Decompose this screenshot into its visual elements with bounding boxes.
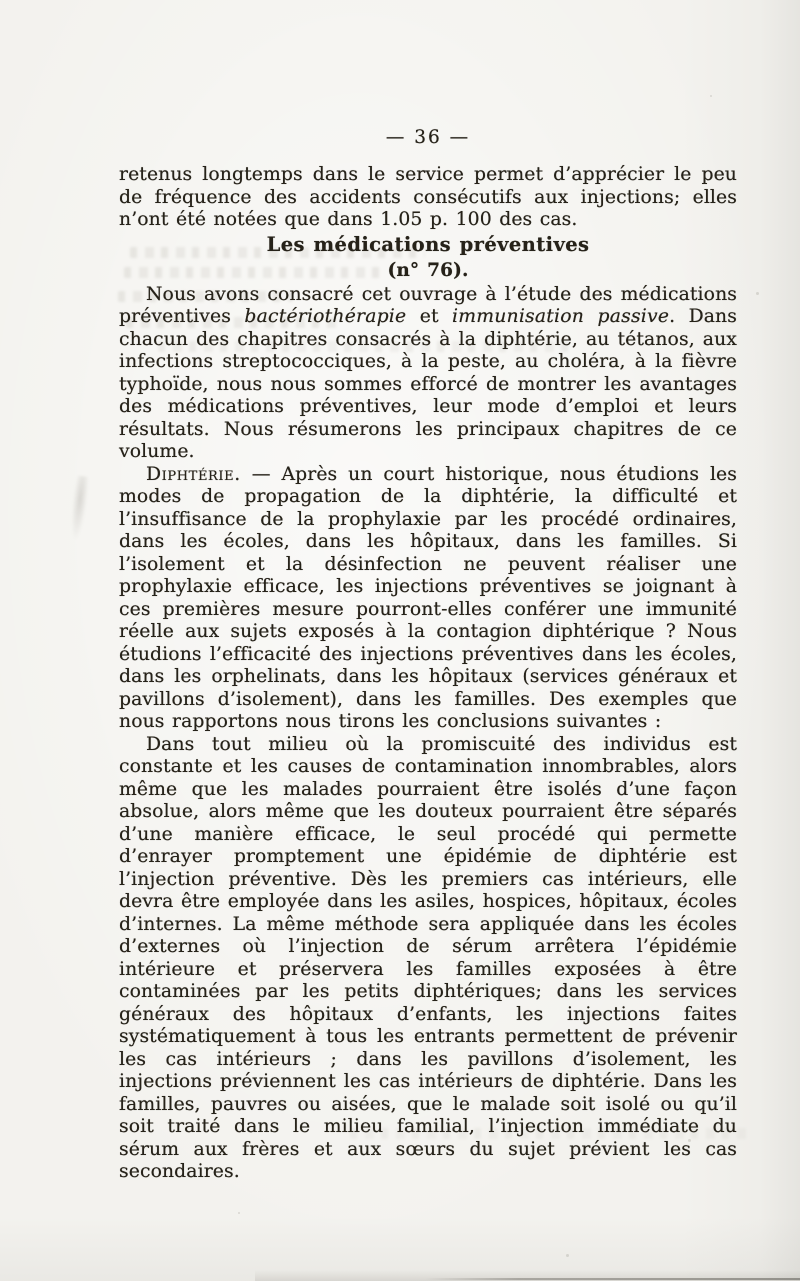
conclusions-paragraph: Dans tout milieu où la promiscuité des individus est constante et les causes de contamination innombrables, alors même que les malades pourraient être isolés d’une façon absolue, alors même que les douteux pourraient être séparés d’une manière efficace, le seul procédé qui permette d’enrayer promptement une épidémie de diphtérie est l’injection préventive. Dès les premiers cas intérieurs, elle devra être employée dans les asiles, hospices, hôpitaux, écoles d’internes. La même méthode sera appliquée dans les écoles d’externes où l’injection de sérum arrêtera l’épidémie intérieure et préservera les familles exposées à être contaminées par les petits diphtériques; dans les services généraux des hôpitaux d’enfants, les injections faites systématiquement à tous les entrants permettent de prévenir les cas intérieurs ; dans les pavillons d’isolement, les injections préviennent les cas intérieurs de diphtérie. Dans les familles, pauvres ou aisées, que le malade soit isolé ou qu’il soit traité dans le milieu familial, l’injection immédiate du sérum aux frères et aux sœurs du sujet prévient les cas secondaires.	[119, 733, 737, 1182]
section-heading: Les médications préventives	[266, 232, 590, 256]
page-number: — 36 —	[385, 127, 471, 148]
overview-paragraph	[119, 284, 737, 464]
continuation-paragraph: retenus longtemps dans le service permet d’apprécier le peu de fréquence des accidents consécutifs aux injections; elles n’ont été notées que dans 1.05 p. 100 des cas.	[119, 164, 737, 230]
overview-emphasis-immunisation: immunisation passive	[452, 306, 670, 327]
diphtheria-lead-smallcaps: Diphtérie.	[146, 463, 241, 485]
bottom-edge-line	[425, 1278, 800, 1280]
diphtheria-paragraph	[119, 464, 737, 734]
margin-smudge	[68, 475, 90, 540]
dust-speck	[756, 292, 759, 295]
overview-lead: Nous avons consacré cet ouvrage à l’étude des médications préventives	[119, 283, 737, 327]
dust-speck	[710, 95, 712, 97]
text-block	[119, 164, 737, 1184]
diphtheria-rest: — Après un court historique, nous étudions les modes de propagation de la diphtérie, la difficulté et l’insuffisance de la prophylaxie par les procédé ordinaires, dans les écoles, dans les hôpitaux, dans les familles. Si l’isolement et la désinfection ne peuvent réaliser une prophylaxie efficace, les injections préventives se joignant à ces premières mesure pourront-elles conférer une immunité réelle aux sujets exposés à la contagion diphtérique ? Nous étudions l’efficacité des injections préventives dans les écoles, dans les orphelinats, dans les hôpitaux (services généraux et pavillons d’isolement), dans les familles. Des exemples que nous rapportons nous tirons les conclusions suivantes :	[119, 463, 737, 732]
dust-speck	[566, 1254, 569, 1257]
overview-rest: . Dans chacun des chapitres consacrés à la diphtérie, au tétanos, aux infections streptococciques, à la peste, au choléra, à la fièvre typhoïde, nous nous sommes efforcé de montrer les avantages des médications préventives, leur mode d’emploi et leurs résultats. Nous résumerons les principaux chapitres de ce volume.	[119, 306, 737, 462]
dust-speck	[238, 1212, 240, 1214]
dust-speck	[688, 1139, 691, 1142]
overview-emphasis-bacteriotherapie: bactériothérapie	[244, 306, 407, 327]
section-number: (n° 76).	[387, 259, 469, 281]
overview-connector: et	[406, 306, 452, 327]
dust-speck	[424, 763, 426, 765]
